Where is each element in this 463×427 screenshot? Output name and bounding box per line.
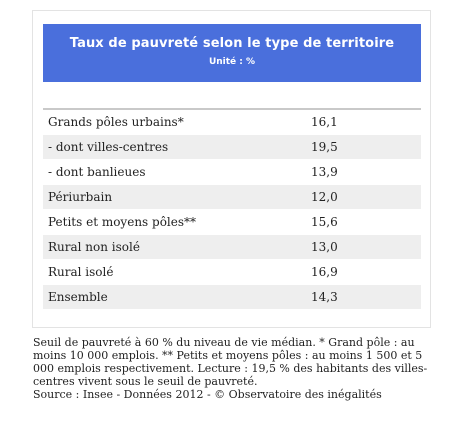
table-row [43, 160, 421, 185]
table-row [43, 260, 421, 285]
table-row [43, 185, 421, 210]
row-label: Ensemble [48, 290, 108, 304]
row-label: - dont villes-centres [48, 140, 169, 154]
table-row [43, 235, 421, 260]
row-value: 13,9 [311, 165, 338, 179]
footnote-text: Seuil de pauvreté à 60 % du niveau de vie médian. * Grand pôle : au moins 10 000 emplois. ** Petits et moyens pôles : au moins 1 500 et 5 000 emplois respectivement. Lecture : 19,5 % des habitants des villes-centres vivent sous le seuil de pauvreté. [33, 336, 428, 388]
row-value: 16,9 [311, 265, 338, 279]
row-label: - dont banlieues [48, 165, 146, 179]
row-value: 16,1 [311, 115, 338, 129]
row-value: 15,6 [311, 215, 338, 229]
table-row [43, 210, 421, 235]
data-table [43, 108, 421, 310]
table-card [32, 10, 431, 328]
table-row [43, 110, 421, 135]
source-text: Source : Insee - Données 2012 - © Observatoire des inégalités [33, 388, 382, 401]
row-label: Rural non isolé [48, 240, 140, 254]
table-header-banner [43, 24, 421, 82]
row-value: 19,5 [311, 140, 338, 154]
row-label: Petits et moyens pôles** [48, 215, 197, 229]
row-label: Périurbain [48, 190, 113, 204]
row-label: Grands pôles urbains* [48, 115, 184, 129]
row-label: Rural isolé [48, 265, 114, 279]
row-value: 13,0 [311, 240, 338, 254]
table-row [43, 135, 421, 160]
row-value: 12,0 [311, 190, 338, 204]
table-row [43, 285, 421, 310]
table-title: Taux de pauvreté selon le type de territoire [69, 36, 395, 51]
table-unit: Unité : % [208, 57, 256, 67]
table-footnote [33, 336, 433, 401]
row-value: 14,3 [311, 290, 338, 304]
